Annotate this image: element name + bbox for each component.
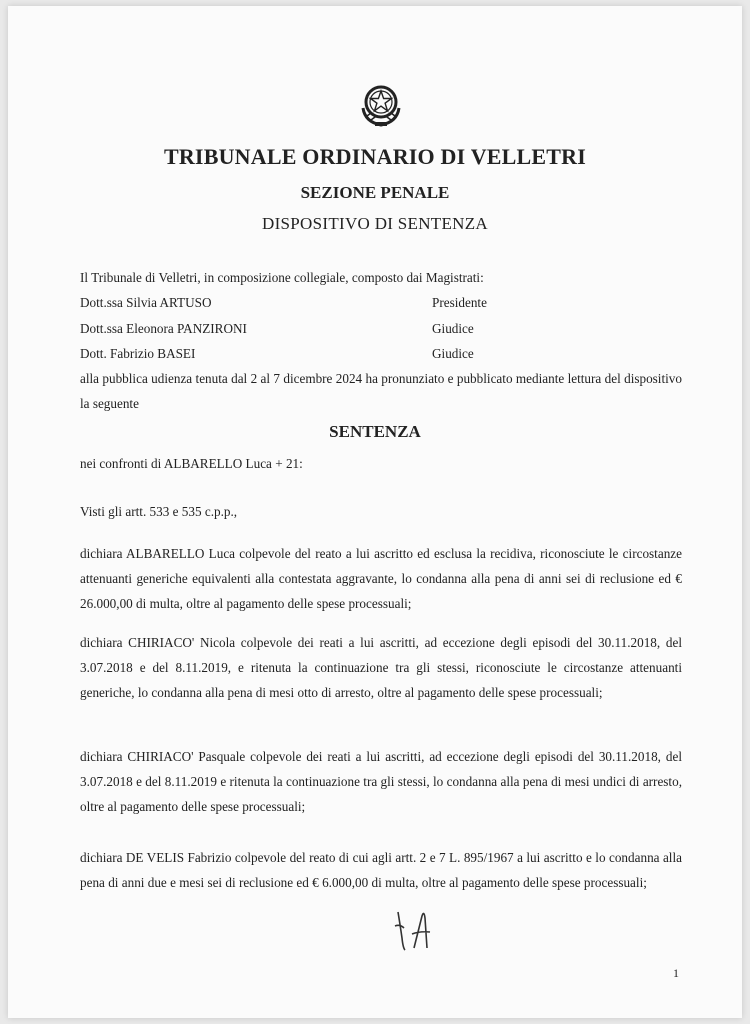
verdict-paragraph: dichiara DE VELIS Fabrizio colpevole del reato di cui agli artt. 2 e 7 L. 895/1967 a lui ascritto e lo condanna alla pena di anni due e mesi sei di reclusione ed € 6.000,00 di multa, oltre al pagamento delle spese processuali; bbox=[80, 850, 682, 890]
magistrate-role: Giudice bbox=[432, 321, 474, 336]
handwritten-initials bbox=[392, 904, 434, 954]
magistrate-name: Dott.ssa Silvia ARTUSO bbox=[80, 295, 212, 310]
magistrate-name: Dott.ssa Eleonora PANZIRONI bbox=[80, 321, 247, 336]
court-title: TRIBUNALE ORDINARIO DI VELLETRI bbox=[163, 144, 587, 169]
magistrate-role: Giudice bbox=[432, 346, 474, 361]
italian-republic-emblem-icon bbox=[355, 78, 407, 130]
hearing-paragraph: alla pubblica udienza tenuta dal 2 al 7 dicembre 2024 ha pronunziato e pubblicato mediante lettura del dispositivo la seguente bbox=[80, 371, 682, 411]
magistrate-role: Presidente bbox=[432, 295, 487, 310]
legal-basis-line: Visti gli artt. 533 e 535 c.p.p., bbox=[80, 504, 238, 519]
page-number: 1 bbox=[673, 966, 679, 980]
document-type-title: DISPOSITIVO DI SENTENZA bbox=[262, 214, 488, 233]
verdict-paragraph: dichiara ALBARELLO Luca colpevole del reato a lui ascritto ed esclusa la recidiva, riconosciute le circostanze attenuanti generiche equivalenti alla contestata aggravante, lo condanna alla pena di anni sei di reclusione ed € 26.000,00 di multa, oltre al pagamento delle spese processuali; bbox=[80, 546, 682, 611]
sentence-heading: SENTENZA bbox=[329, 422, 421, 441]
verdict-paragraph: dichiara CHIRIACO' Nicola colpevole dei reati a lui ascritti, ad eccezione degli episodi del 30.11.2018, del 3.07.2018 e del 8.11.2019, e ritenuta la continuazione tra gli stessi, riconosciute le circostanze attenuanti generiche, lo condanna alla pena di mesi otto di arresto, oltre al pagamento delle spese processuali; bbox=[80, 635, 682, 700]
section-title: SEZIONE PENALE bbox=[300, 183, 450, 202]
magistrate-name: Dott. Fabrizio BASEI bbox=[80, 346, 196, 361]
verdict-paragraph: dichiara CHIRIACO' Pasquale colpevole dei reati a lui ascritti, ad eccezione degli episodi del 30.11.2018, del 3.07.2018 e del 8.11.2019 e ritenuta la continuazione tra gli stessi, lo condanna alla pena di mesi undici di arresto, oltre al pagamento delle spese processuali; bbox=[80, 749, 682, 814]
intro-text: Il Tribunale di Velletri, in composizione collegiale, composto dai Magistrati: bbox=[80, 270, 484, 285]
defendants-line: nei confronti di ALBARELLO Luca + 21: bbox=[80, 456, 303, 471]
